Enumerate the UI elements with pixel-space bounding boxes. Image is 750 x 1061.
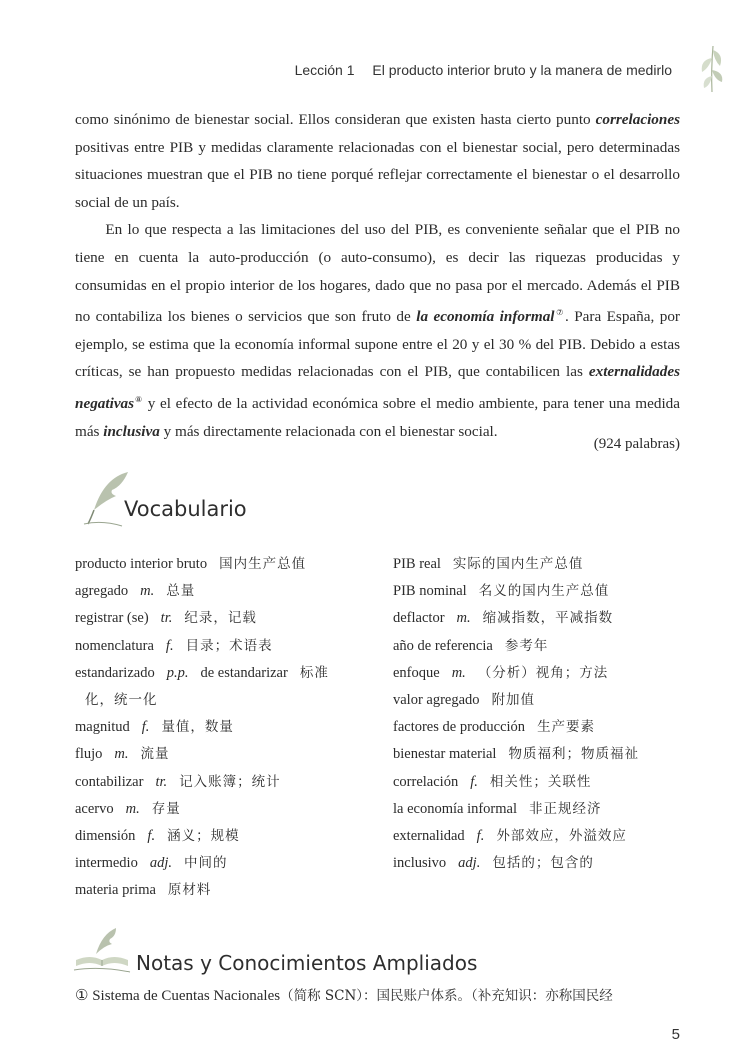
vocab-translation: 存量 [151, 800, 181, 817]
term-correlaciones: correlaciones [595, 111, 680, 128]
vocab-term: PIB nominal [393, 583, 467, 600]
vocab-term: PIB real [393, 556, 441, 572]
term-economia-informal: la economía informal [416, 308, 555, 326]
text-run: y el efecto de la actividad económica sobre el medio ambiente, para tener una medida más [75, 395, 681, 440]
vocab-term: estandarizado [75, 664, 155, 681]
vocab-entry [75, 605, 375, 632]
vocab-translation: 生产要素 [537, 719, 596, 736]
vocab-term: acervo [75, 800, 114, 817]
vocab-term: intermedio [75, 855, 138, 872]
note-number: ① [75, 988, 89, 1004]
vocab-term: correlación [393, 773, 459, 790]
vocab-translation: 缩减指数，平减指数 [482, 610, 614, 627]
vocab-pos: adj. [458, 855, 481, 872]
vocab-derivation: de estandarizar [200, 664, 288, 681]
paragraph-1 [75, 106, 680, 216]
vocab-entry [393, 605, 693, 632]
vocab-translation: 中间的 [183, 855, 228, 872]
vocab-pos: tr. [160, 610, 173, 627]
vocab-translation: 国内生产总值 [219, 556, 307, 572]
vocab-term: factores de producción [393, 719, 526, 736]
vocab-term: inclusivo [393, 855, 447, 872]
vocab-translation: 量值，数量 [161, 719, 234, 736]
vocab-entry [75, 796, 375, 823]
vocab-term: producto interior bruto [75, 556, 208, 572]
vocab-column-right [393, 551, 693, 877]
vocab-pos: m. [125, 800, 140, 817]
note-term: Sistema de Cuentas Nacionales [92, 988, 281, 1004]
vocab-term: flujo [75, 746, 103, 763]
term-externalidades: externalidades negativas [75, 363, 680, 413]
vocab-term: contabilizar [75, 773, 144, 790]
vocab-translation: （分析）视角；方法 [477, 664, 609, 681]
vocab-term: registrar (se) [75, 610, 149, 627]
vocab-translation: 物质福利；物质福祉 [508, 746, 639, 763]
vocab-entry [75, 633, 375, 660]
page-number: 5 [671, 1026, 680, 1043]
book-quill-icon [72, 926, 132, 979]
vocab-translation: 原材料 [167, 882, 212, 899]
note-explanation: ：国民账户体系。（补充知识：亦称国民经 [363, 988, 613, 1004]
vocab-translation: 实际的国内生产总值 [452, 556, 584, 572]
lesson-title: El producto interior bruto y la manera de medirlo [372, 62, 672, 78]
vocab-translation: 标准 [299, 664, 329, 681]
vocab-translation: 包括的；包含的 [492, 855, 594, 872]
leaf-decoration-icon [694, 40, 730, 99]
vocab-pos: m. [140, 583, 155, 600]
vocab-entry [393, 687, 693, 714]
vocab-entry [393, 741, 693, 768]
term-inclusiva: inclusiva [103, 422, 160, 440]
vocab-term: externalidad [393, 828, 465, 845]
text-run: como sinónimo de bienestar social. Ellos consideran que existen hasta cierto punto [75, 111, 596, 128]
vocab-translation: 目录；术语表 [185, 637, 273, 654]
running-header [295, 62, 672, 78]
lesson-number: Lección 1 [294, 62, 355, 78]
vocab-translation: 名义的国内生产总值 [478, 583, 610, 600]
vocab-term: materia prima [75, 882, 156, 899]
vocab-entry [393, 714, 693, 741]
vocab-translation: 外部效应，外溢效应 [496, 828, 627, 845]
vocab-pos: f. [476, 828, 485, 845]
vocab-translation: 非正规经济 [529, 800, 602, 817]
vocab-pos: f. [165, 637, 174, 654]
vocab-pos: m. [456, 610, 471, 627]
vocab-term: nomenclatura [75, 637, 154, 654]
vocab-entry [75, 823, 375, 850]
vocab-entry [393, 796, 693, 823]
vocab-translation: 涵义；规模 [167, 828, 240, 845]
vocab-pos: adj. [149, 855, 172, 872]
vocab-term: enfoque [393, 664, 440, 681]
vocab-entry [393, 578, 693, 605]
footnote-ref-7: ⑦ [554, 308, 565, 318]
text-run: En lo que respecta a las limitaciones del uso del PIB, es conveniente señalar que el PIB no tiene en cuenta la auto-producción (o auto-consumo), es decir las riquezas producidas y consumidas en el propio interior de los hogares, dado que no pasa por el mercado. Además el PIB no contabiliza los bienes o servicios que son fruto de [75, 221, 680, 326]
vocab-translation: 相关性；关联性 [489, 773, 592, 790]
vocab-entry [75, 877, 375, 904]
vocab-entry [75, 714, 375, 741]
vocab-entry [393, 769, 693, 796]
footnote-ref-8: ⑧ [134, 395, 144, 404]
vocab-translation: 总量 [166, 583, 196, 600]
notes-heading: Notas y Conocimientos Ampliados [136, 951, 478, 975]
note-item-1 [75, 984, 695, 1005]
vocab-entry [393, 633, 693, 660]
vocab-entry [75, 578, 375, 605]
vocab-entry [393, 551, 693, 578]
vocab-term: dimensión [75, 828, 136, 845]
word-count: (924 palabras) [593, 436, 680, 452]
vocab-term: deflactor [393, 610, 445, 627]
vocab-translation: 记入账簿；统计 [179, 773, 281, 790]
vocab-entry-continuation [75, 687, 375, 714]
vocab-pos: m. [114, 746, 129, 763]
vocab-translation: 化，统一化 [85, 692, 158, 709]
vocab-pos: f. [147, 828, 156, 845]
vocab-column-left [75, 551, 375, 905]
vocab-entry [75, 551, 375, 578]
vocab-term: año de referencia [393, 637, 493, 654]
vocab-translation: 参考年 [504, 637, 549, 654]
vocab-entry [75, 769, 375, 796]
vocab-entry [393, 660, 693, 687]
vocab-entry [75, 660, 375, 687]
text-run: . Para España, por ejemplo, se estima que la economía informal supone entre el 20 y el 30 % del PIB. Debido a estas críticas, se han propuesto medidas relacionadas con el PIB, que contabilicen las [75, 308, 680, 381]
reading-text [75, 106, 680, 445]
vocab-term: valor agregado [393, 692, 480, 709]
paragraph-2 [75, 216, 680, 445]
vocab-pos: f. [470, 773, 478, 790]
vocab-translation: 流量 [140, 746, 170, 763]
vocab-translation: 纪录，记载 [184, 610, 257, 627]
vocab-entry [393, 850, 693, 877]
text-run: y más directamente relacionada con el bienestar social. [159, 422, 498, 440]
vocab-term: agregado [75, 583, 129, 600]
vocab-term: magnitud [75, 719, 130, 736]
vocab-pos: f. [141, 719, 150, 736]
vocabulary-heading: Vocabulario [124, 497, 247, 521]
vocab-pos: tr. [155, 773, 168, 790]
vocab-entry [75, 741, 375, 768]
vocab-pos: m. [451, 664, 466, 681]
vocab-entry [393, 823, 693, 850]
vocab-term: bienestar material [393, 746, 497, 763]
vocab-term: la economía informal [393, 800, 518, 817]
vocab-translation: 附加值 [491, 692, 536, 709]
vocab-entry [75, 850, 375, 877]
vocab-pos: p.p. [166, 664, 189, 681]
note-abbrev: （简称 SCN） [280, 988, 364, 1004]
text-run: positivas entre PIB y medidas claramente relacionadas con el bienestar social, pero determinadas situaciones muestran que el PIB no tiene porqué reflejar correctamente el bienestar o el desarrollo social de un país. [75, 138, 680, 211]
